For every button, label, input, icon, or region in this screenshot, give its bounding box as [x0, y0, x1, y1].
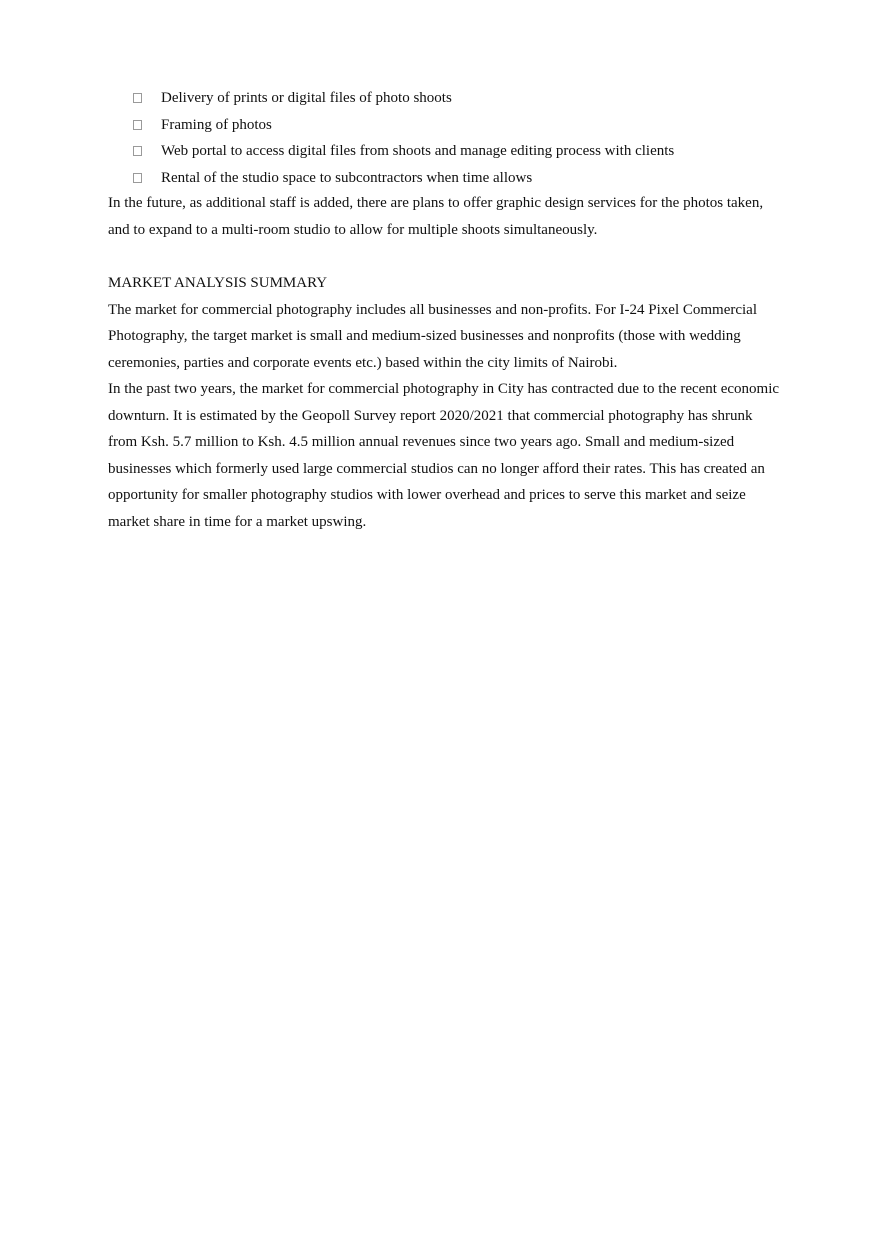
services-bullet-list — [131, 85, 674, 191]
market-analysis-heading: MARKET ANALYSIS SUMMARY — [108, 275, 328, 291]
list-item-text: Framing of photos — [161, 116, 272, 133]
future-plans-paragraph: In the future, as additional staff is added, there are plans to offer graphic design services for the photos taken, and to expand to a multi-room studio to allow for multiple shoots simultaneously. — [108, 195, 764, 238]
list-item — [131, 85, 674, 112]
market-paragraph-1: The market for commercial photography includes all businesses and non-profits. For I-24 Pixel Commercial Photography, the target market is small and medium-sized businesses and nonprofits (those with wedding ceremonies, parties and corporate events etc.) based within the city limits of Nairobi. — [108, 301, 758, 371]
market-paragraph-2: In the past two years, the market for commercial photography in City has contracted due to the recent economic downturn. It is estimated by the Geopoll Survey report 2020/2021 that commercial photography has shrunk from Ksh. 5.7 million to Ksh. 4.5 million annual revenues since two years ago. Small and medium-sized businesses which formerly used large commercial studios can no longer afford their rates. This has created an opportunity for smaller photography studios with lower overhead and prices to serve this market and seize market share in time for a market upswing. — [108, 381, 780, 530]
bullet-box-icon — [133, 120, 142, 130]
future-plans-section — [108, 190, 780, 243]
market-analysis-section — [108, 297, 780, 536]
list-item — [131, 165, 674, 192]
list-item — [131, 112, 674, 139]
list-item — [131, 138, 674, 165]
list-item-text: Web portal to access digital files from shoots and manage editing process with clients — [161, 143, 675, 159]
list-item-text: Delivery of prints or digital files of photo shoots — [161, 90, 452, 106]
bullet-box-icon — [133, 93, 142, 103]
list-item-text: Rental of the studio space to subcontractors when time allows — [161, 169, 533, 186]
bullet-box-icon — [133, 173, 142, 183]
bullet-box-icon — [133, 146, 142, 156]
